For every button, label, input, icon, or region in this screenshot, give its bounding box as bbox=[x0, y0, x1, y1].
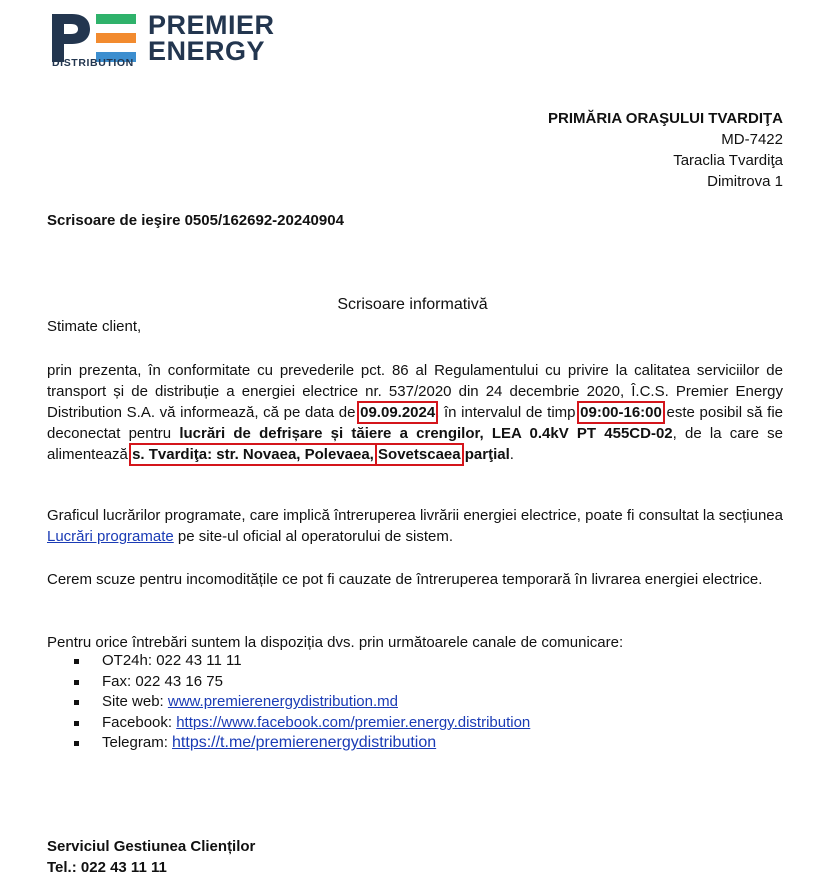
outage-time: 09:00-16:00 bbox=[580, 404, 662, 421]
logo-wordmark bbox=[148, 12, 275, 64]
scheduled-works-link[interactable]: Lucrări programate bbox=[47, 528, 174, 545]
website-link[interactable]: www.premierenergydistribution.md bbox=[167, 693, 398, 710]
schedule-text-a: Graficul lucrărilor programate, care implică întreruperea livrării energiei electrice, poate fi consultat la secțiunea bbox=[47, 507, 783, 524]
notice-text-b: , în intervalul de timp bbox=[435, 404, 581, 421]
contact-item-website bbox=[47, 692, 530, 713]
facebook-link[interactable]: https://www.facebook.com/premier.energy.distribution bbox=[176, 713, 531, 731]
schedule-text-b: pe site-ul oficial al operatorului de sistem. bbox=[173, 528, 454, 545]
contact-label: Fax: bbox=[102, 672, 136, 690]
department-name: Serviciul Gestiunea Clienților bbox=[47, 838, 256, 855]
contact-value: 022 43 11 11 bbox=[156, 652, 242, 669]
contact-item-facebook bbox=[47, 713, 530, 734]
logo-subtitle: DISTRIBUTION bbox=[52, 57, 134, 69]
logo-pe-mark-icon bbox=[50, 14, 138, 62]
recipient-name: PRIMĂRIA ORAŞULUI TVARDIŢA bbox=[548, 110, 783, 127]
contact-item-telegram bbox=[47, 733, 530, 754]
letter-subject: Scrisoare informativă bbox=[337, 296, 488, 313]
signature-block bbox=[47, 836, 255, 878]
outage-date: 09.09.2024 bbox=[360, 404, 436, 421]
contact-item-ot24h bbox=[47, 651, 530, 672]
recipient-street: Dimitrova 1 bbox=[707, 173, 783, 190]
partial-label: parţial bbox=[460, 446, 510, 463]
contact-item-fax bbox=[47, 672, 530, 693]
contact-label: Telegram: bbox=[102, 734, 173, 751]
notice-text-c: este posibil să fie deconectat pentru bbox=[47, 404, 783, 442]
company-logo bbox=[50, 12, 290, 72]
works-description: lucrări de defrișare și tăiere a crengilor, LEA 0.4kV PT 455CD-02 bbox=[179, 425, 673, 442]
reference-number: Scrisoare de ieşire 0505/162692-20240904 bbox=[47, 212, 344, 229]
paragraph-apology: Cerem scuze pentru incomoditățile ce pot fi cauzate de întreruperea temporară în livrarea energiei electrice. bbox=[47, 571, 763, 588]
logo-line-2: ENERGY bbox=[148, 36, 266, 66]
contact-label: OT24h: bbox=[102, 652, 157, 669]
affected-street-extra: Sovetscaea bbox=[378, 446, 461, 463]
recipient-address bbox=[548, 108, 783, 192]
notice-text-a: prin prezenta, în conformitate cu prevederile pct. 86 al Regulamentului cu privire la calitatea serviciilor de transport și de distribuție a energiei electrice nr. 537/2020 din 24 decembrie 2020, Î.C.S. Premier Energy Distribution S.A. vă informează, că pe data de bbox=[47, 362, 783, 421]
recipient-postal: MD-7422 bbox=[721, 131, 783, 148]
contact-value: 022 43 16 75 bbox=[135, 672, 223, 690]
recipient-city: Taraclia Tvardiţa bbox=[673, 152, 783, 169]
footer-phone: Tel.: 022 43 11 11 bbox=[47, 859, 167, 876]
contact-label: Facebook: bbox=[102, 713, 177, 731]
paragraph-notice bbox=[47, 360, 783, 465]
paragraph-contact-intro: Pentru orice întrebări suntem la dispoziția dvs. prin următoarele canale de comunicare: bbox=[47, 634, 624, 651]
logo-line-1: PREMIER bbox=[148, 10, 275, 40]
notice-end: . bbox=[509, 446, 514, 463]
contact-label: Site web: bbox=[102, 693, 168, 710]
contact-list bbox=[47, 651, 530, 754]
telegram-link[interactable]: https://t.me/premierenergydistribution bbox=[172, 734, 437, 751]
affected-streets: s. Tvardiţa: str. Novaea, Polevaea, bbox=[132, 446, 374, 463]
greeting: Stimate client, bbox=[47, 318, 142, 335]
paragraph-schedule bbox=[47, 505, 783, 547]
notice-text-d: , de la care se alimentează bbox=[47, 425, 783, 463]
